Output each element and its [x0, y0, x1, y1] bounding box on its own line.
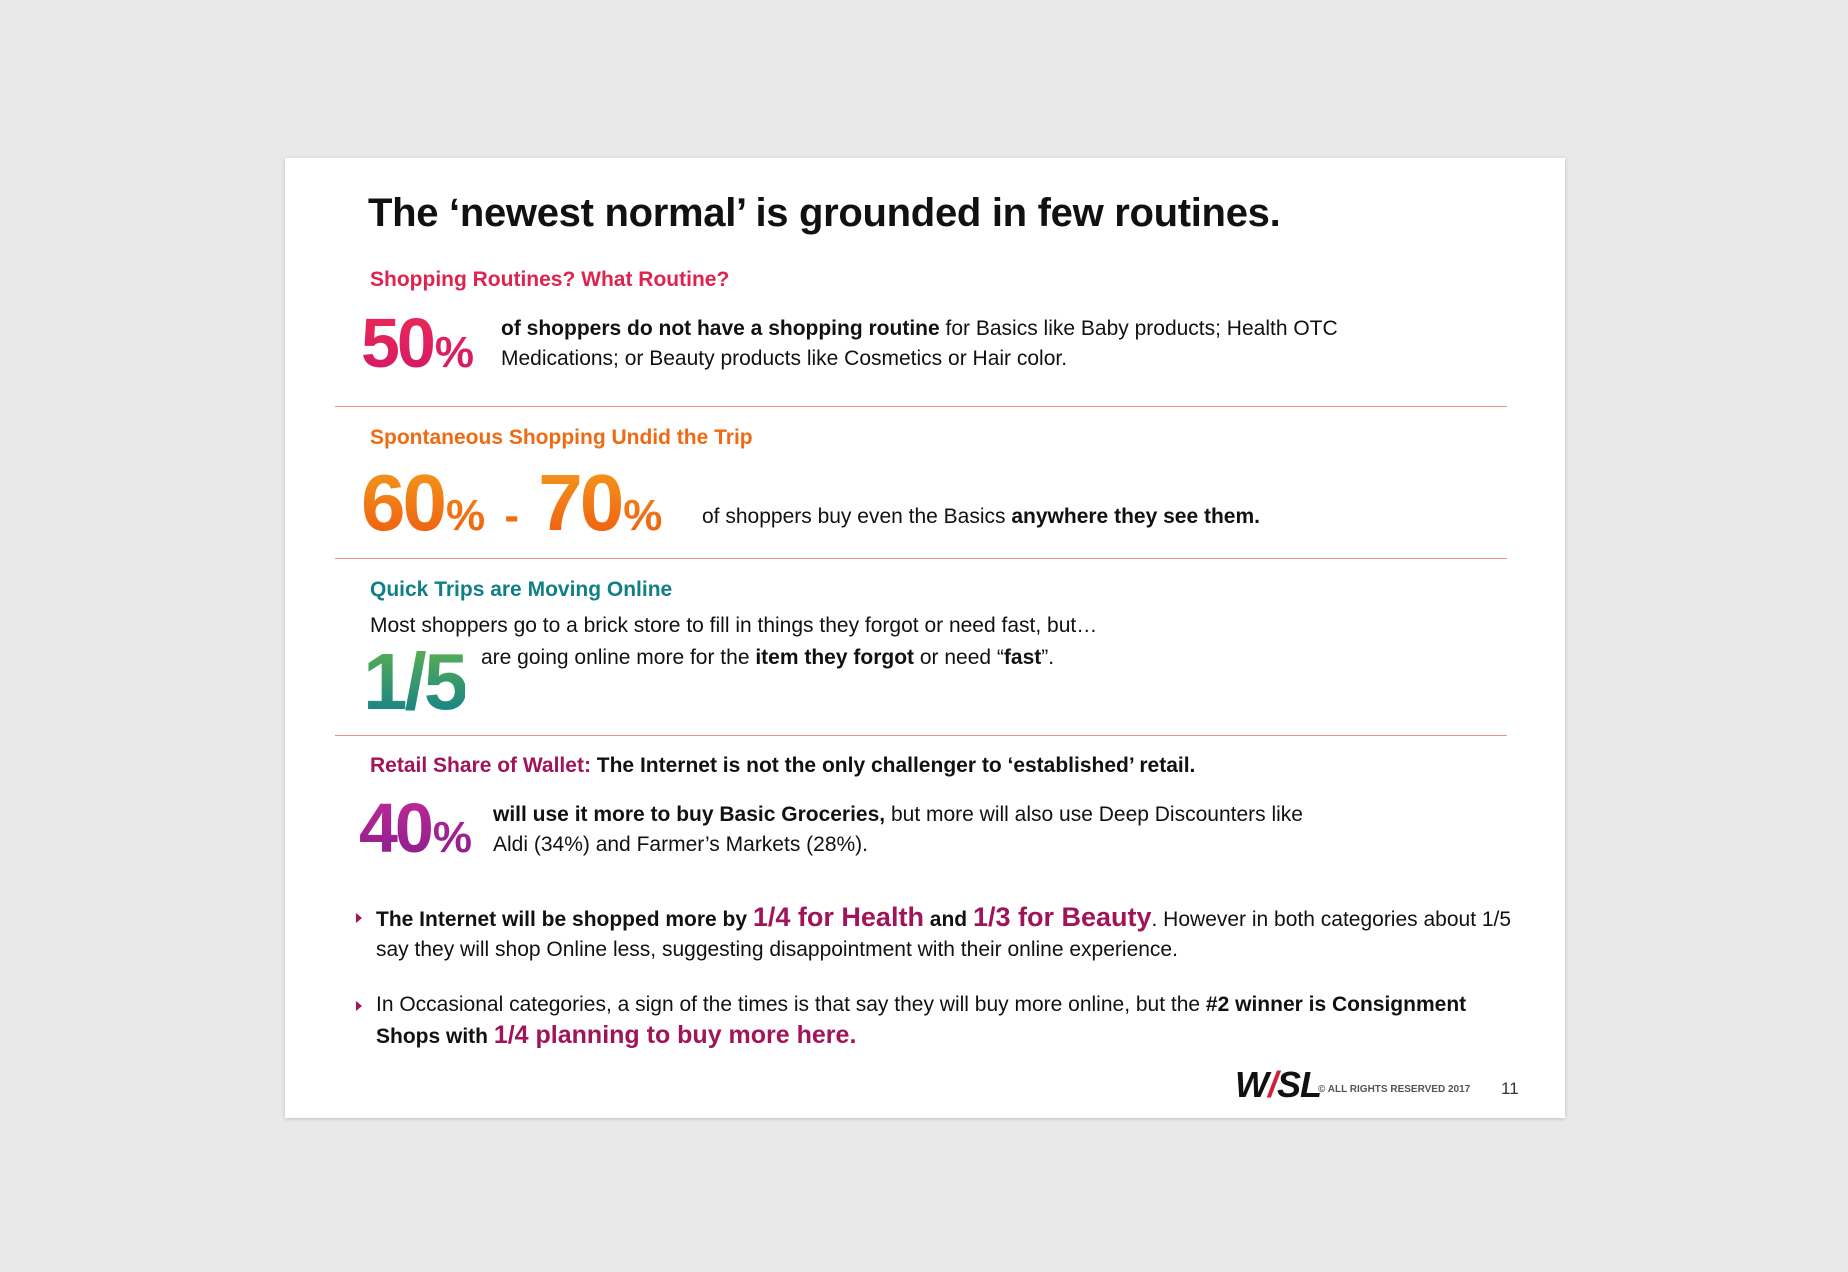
bullet2-bold: #2 winner is Consignment Shops with — [376, 993, 1467, 1048]
section2-heading: Spontaneous Shopping Undid the Trip — [370, 426, 753, 449]
section3-text-part3: ”. — [1041, 646, 1055, 669]
logo-sl: SL — [1277, 1064, 1322, 1105]
section2-stat-high-unit: % — [623, 491, 663, 540]
section1-stat-value: 50 — [361, 304, 433, 382]
wsl-logo — [1235, 1064, 1321, 1106]
section3-intro: Most shoppers go to a brick store to fill in things they forgot or need fast, but… — [370, 614, 1098, 637]
bullet-arrow-icon — [356, 913, 362, 923]
section1-stat-unit: % — [434, 328, 474, 377]
section3-heading: Quick Trips are Moving Online — [370, 578, 673, 601]
section2-stat-high: 70 — [538, 458, 622, 547]
section3-text-bold1: item they forgot — [755, 646, 915, 669]
bullet1-bold1: The Internet will be shopped more by — [376, 908, 753, 931]
section2-stat-dash: - — [504, 491, 519, 540]
section2-stat-low: 60 — [361, 458, 444, 547]
slide-title: The ‘newest normal’ is grounded in few routines. — [368, 191, 1281, 235]
logo-w: W — [1235, 1064, 1268, 1105]
section4-heading-rest: The Internet is not the only challenger to ‘established’ retail. — [590, 754, 1196, 777]
bullet-internet-shopping — [356, 902, 1516, 965]
section1-text — [501, 314, 1401, 374]
section4-text-rest: but more will also use Deep Discounters like Aldi (34%) and Farmer’s Markets (28%). — [493, 803, 1303, 856]
bullet1-rest: . However in both categories about 1/5 say they will shop Online less, suggesting disappointment with their online experience. — [376, 908, 1512, 961]
section1-text-rest: for Basics like Baby products; Health OTC Medications; or Beauty products like Cosmetics or Hair color. — [501, 317, 1338, 370]
bullet2-highlight: 1/4 planning to buy more here. — [493, 1021, 857, 1049]
section3-text-part1: are going online more for the — [481, 646, 756, 669]
divider-2 — [335, 558, 1507, 559]
page-number: 11 — [1501, 1079, 1519, 1098]
section4-text-bold: will use it more to buy Basic Groceries, — [493, 803, 886, 826]
section3-text — [481, 643, 1054, 673]
section3-text-part2: or need “ — [914, 646, 1004, 669]
section2-text-plain: of shoppers buy even the Basics — [702, 505, 1012, 528]
bullet1-highlight-health: 1/4 for Health — [752, 902, 924, 932]
bullet1-bold2: and — [923, 908, 973, 931]
bullet-text — [376, 990, 1516, 1052]
bullet-occasional-categories — [356, 990, 1516, 1052]
section2-text-bold: anywhere they see them. — [1011, 505, 1260, 528]
bullet-text — [376, 902, 1516, 965]
section4-stat-value: 40 — [359, 789, 431, 867]
section4-heading — [370, 754, 1195, 778]
section1-stat — [361, 304, 474, 382]
section2-text — [702, 502, 1260, 532]
section1-text-bold: of shoppers do not have a shopping routine — [501, 317, 940, 340]
bullet1-highlight-beauty: 1/3 for Beauty — [972, 902, 1152, 932]
section4-stat — [359, 789, 472, 867]
divider-1 — [335, 406, 1507, 407]
bullet2-plain: In Occasional categories, a sign of the times is that say they will buy more online, but the — [376, 993, 1206, 1016]
section2-stat — [361, 458, 663, 547]
bullet-arrow-icon — [356, 1001, 362, 1011]
copyright-text: © ALL RIGHTS RESERVED 2017 — [1318, 1084, 1471, 1095]
section3-text-bold2: fast — [1003, 646, 1042, 669]
section2-stat-low-unit: % — [445, 491, 486, 540]
section4-stat-unit: % — [432, 813, 472, 862]
section4-text — [493, 800, 1323, 860]
logo-slash: / — [1267, 1064, 1277, 1105]
section4-heading-lead: Retail Share of Wallet: — [370, 754, 591, 777]
section3-stat: 1/5 — [363, 637, 466, 726]
slide — [285, 158, 1565, 1118]
divider-3 — [335, 735, 1507, 736]
section1-heading: Shopping Routines? What Routine? — [370, 268, 730, 291]
